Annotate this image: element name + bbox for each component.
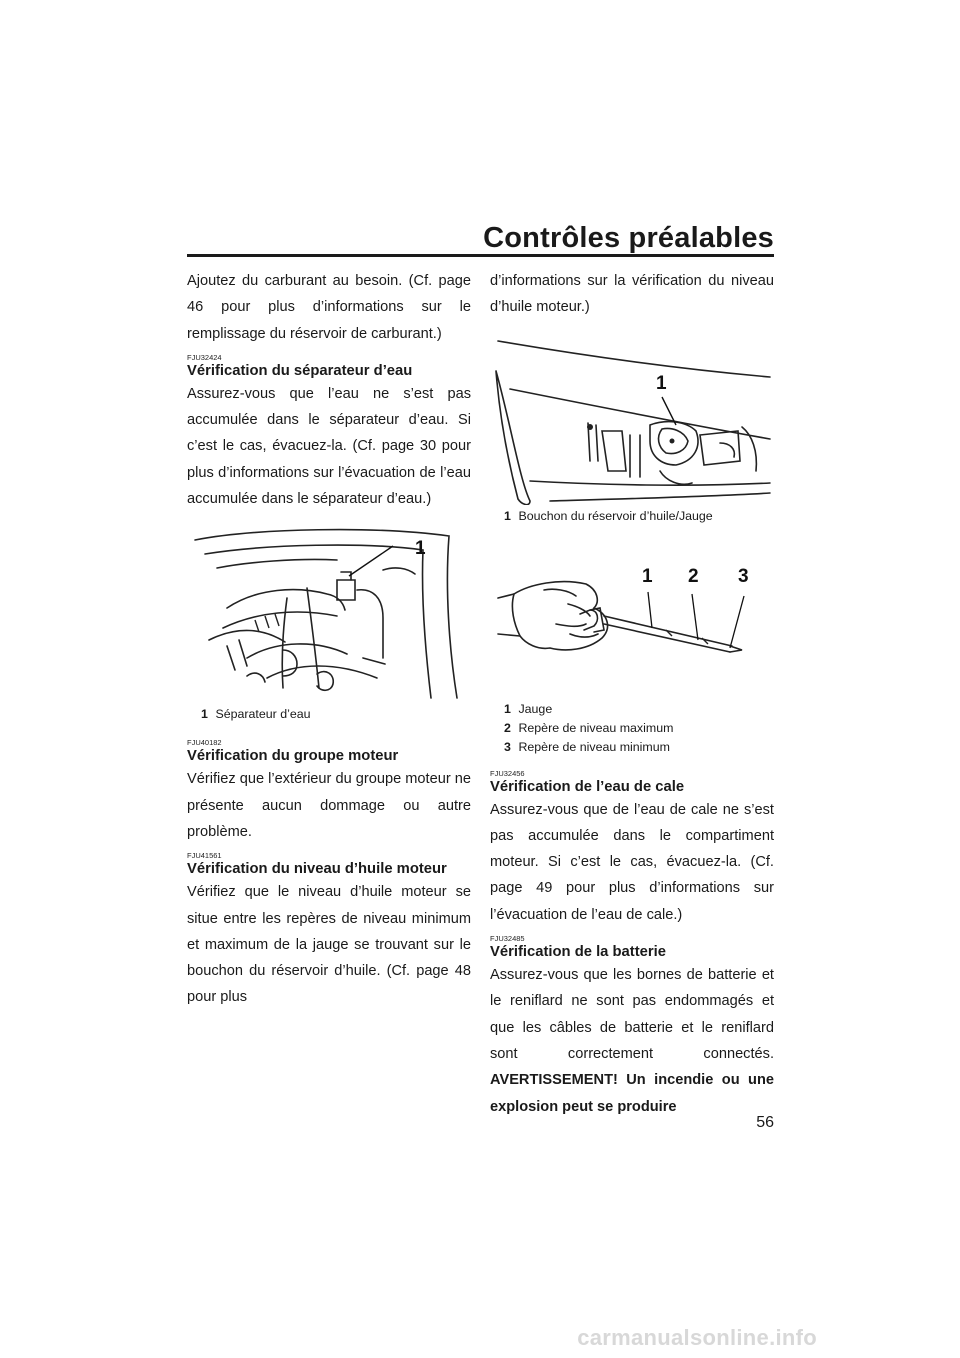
figure-caption [490, 738, 774, 757]
figure-label: 1 [656, 372, 667, 394]
section-heading-bilge: Vérification de l’eau de cale [490, 778, 685, 795]
figure-label: 1 [642, 565, 653, 587]
watermark: carmanualsonline.info [577, 1325, 817, 1350]
page-title: Contrôles préalables [483, 222, 774, 254]
figure-caption [490, 507, 774, 526]
title-divider [187, 254, 774, 257]
section-heading-engine-unit: Vérification du groupe moteur [187, 748, 399, 765]
section-code: FJU32424 [187, 352, 222, 362]
section-code: FJU40182 [187, 738, 222, 748]
figure-caption [490, 700, 774, 719]
caption-text: Jauge [518, 701, 553, 716]
oil-cap-figure [490, 331, 774, 505]
oil-level-continued-paragraph: d’informations sur la vérification du niveau d’huile moteur.) [490, 273, 774, 316]
caption-number: 3 [504, 739, 511, 754]
caption-number: 1 [504, 701, 511, 716]
section-heading-water-separator: Vérification du séparateur d’eau [187, 362, 413, 379]
left-column [187, 268, 471, 1011]
figure-label: 1 [415, 538, 426, 560]
bilge-paragraph: Assurez-vous que de l’eau de cale ne s’est pas accumulée dans le compartiment moteur. Si c’est le cas, évacuez-la. (Cf. page 49 pour plus d’informations sur l’évacuation de l’eau de cale.) [490, 801, 774, 923]
engine-unit-paragraph: Vérifiez que l’extérieur du groupe moteur ne présente aucun dommage ou autre problème. [187, 771, 471, 840]
dipstick-illustration [490, 564, 774, 694]
water-separator-paragraph: Assurez-vous que l’eau ne s’est pas accumulée dans le séparateur d’eau. Si c’est le cas, évacuez-la. (Cf. page 30 pour plus d’informations sur l’évacuation de l’eau accumulée dans le séparateur d’eau.) [187, 385, 471, 508]
dipstick-figure [490, 564, 774, 694]
figure-caption [490, 719, 774, 738]
section-code: FJU32485 [490, 934, 525, 944]
caption-number: 1 [201, 707, 208, 722]
oil-cap-illustration [490, 331, 774, 505]
battery-text: Assurez-vous que les bornes de batterie et le reniflard ne sont pas endommagés et que les câbles de batterie et le reniflard sont correctement connectés. [490, 967, 774, 1062]
oil-level-paragraph: Vérifiez que le niveau d’huile moteur se situe entre les repères de niveau minimum et maximum de la jauge se trouvant sur le bouchon du réservoir d’huile. (Cf. page 48 pour plus [187, 884, 471, 1006]
right-column [490, 268, 774, 1120]
caption-text: Repère de niveau minimum [518, 739, 670, 754]
caption-number: 2 [504, 720, 511, 735]
intro-paragraph: Ajoutez du carburant au besoin. (Cf. page 46 pour plus d’informations sur le remplissage du réservoir de carburant.) [187, 273, 471, 342]
figure-label: 2 [688, 565, 699, 587]
section-heading-oil-level: Vérification du niveau d’huile moteur [187, 861, 447, 878]
water-separator-illustration [187, 528, 471, 703]
caption-text: Bouchon du réservoir d’huile/Jauge [518, 508, 713, 523]
section-code: FJU41561 [187, 851, 222, 861]
caption-text: Séparateur d’eau [215, 707, 311, 722]
dipstick-caption-list [490, 700, 774, 757]
page-number: 56 [756, 1114, 774, 1131]
water-separator-figure [187, 528, 471, 703]
section-heading-battery: Vérification de la batterie [490, 944, 666, 961]
figure-caption [187, 705, 471, 724]
section-code: FJU32456 [490, 768, 525, 778]
caption-text: Repère de niveau maximum [518, 720, 674, 735]
battery-warning: AVERTISSEMENT! Un incendie ou une explosion peut se produire [490, 1072, 774, 1115]
battery-paragraph [490, 962, 774, 1120]
caption-number: 1 [504, 508, 511, 523]
figure-label: 3 [738, 565, 749, 587]
